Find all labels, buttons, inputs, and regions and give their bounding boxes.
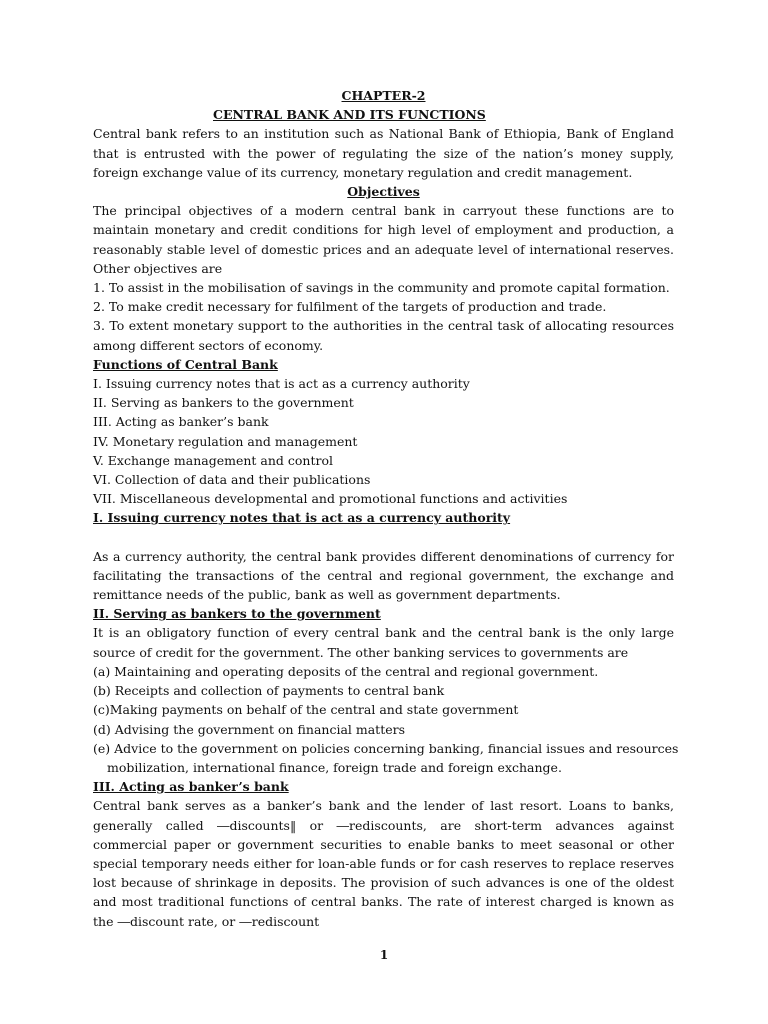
- chapter-title: CENTRAL BANK AND ITS FUNCTIONS: [213, 107, 486, 123]
- government-service-item-continuation: mobilization, international finance, foreign trade and foreign exchange.: [107, 759, 562, 775]
- function-item: I. Issuing currency notes that is act as a currency authority: [93, 376, 470, 392]
- section-1-heading: I. Issuing currency notes that is act as a currency authority: [93, 510, 511, 526]
- functions-heading-line: [93, 355, 674, 374]
- function-item: VI. Collection of data and their publications: [93, 472, 371, 488]
- functions-heading: Functions of Central Bank: [93, 356, 278, 372]
- function-item: VII. Miscellaneous developmental and promotional functions and activities: [93, 491, 568, 507]
- objectives-heading-line: [93, 182, 674, 201]
- section-1-heading-line: [93, 508, 674, 527]
- section-2-heading: II. Serving as bankers to the government: [93, 606, 381, 622]
- objective-item: 1. To assist in the mobilisation of savings in the community and promote capital formation.: [93, 280, 670, 296]
- government-service-item: (e) Advice to the government on policies concerning banking, financial issues and resources: [93, 740, 679, 756]
- objectives-intro-paragraph: The principal objectives of a modern central bank in carryout these functions are to maintain monetary and credit conditions for high level of employment and production, a reasonably stable level of domestic prices and an adequate level of international reserves. Other objectives are: [93, 203, 674, 276]
- section-2-paragraph: It is an obligatory function of every central bank and the central bank is the only large source of credit for the government. The other banking services to governments are: [93, 625, 674, 660]
- blank-line: [93, 528, 674, 547]
- section-3-heading-line: [93, 777, 674, 796]
- government-service-item: (b) Receipts and collection of payments to central bank: [93, 683, 445, 699]
- chapter-text: CHAPTER-2: [341, 88, 426, 103]
- function-item: IV. Monetary regulation and management: [93, 433, 358, 449]
- government-service-item: (c)Making payments on behalf of the central and state government: [93, 702, 519, 718]
- objectives-heading: Objectives: [347, 184, 420, 200]
- function-item: III. Acting as banker’s bank: [93, 414, 269, 430]
- section-1-paragraph: As a currency authority, the central bank provides different denominations of currency for facilitating the transactions of the central and regional government, the exchange and remittance needs of the public, bank as well as government departments.: [93, 548, 674, 603]
- objective-item: 3. To extent monetary support to the authorities in the central task of allocating resources among different sectors of economy.: [93, 318, 674, 353]
- intro-paragraph: Central bank refers to an institution such as National Bank of Ethiopia, Bank of England that is entrusted with the power of regulating the size of the nation’s money supply, foreign exchange value of its currency, monetary regulation and credit management.: [93, 126, 674, 180]
- page-content: [93, 86, 679, 931]
- chapter-title-line: [93, 105, 674, 124]
- objective-item: 2. To make credit necessary for fulfilment of the targets of production and trade.: [93, 299, 607, 315]
- government-service-item: (d) Advising the government on financial matters: [93, 721, 406, 737]
- chapter-label: [93, 86, 674, 105]
- section-3-paragraph: Central bank serves as a banker’s bank and the lender of last resort. Loans to banks, generally called ―discounts‖ or ―rediscounts, are short-term advances against commercial paper or government securities to enable banks to meet seasonal or other special temporary needs either for loan-able funds or for cash reserves to replace reserves lost because of shrinkage in deposits. The provision of such advances is one of the oldest and most traditional functions of central banks. The rate of interest charged is known as the ―discount rate, or ―rediscount: [93, 798, 674, 929]
- function-item: II. Serving as bankers to the government: [93, 395, 354, 411]
- government-service-item: (a) Maintaining and operating deposits of the central and regional government.: [93, 663, 599, 679]
- page-number: 1: [379, 948, 389, 962]
- section-2-heading-line: [93, 604, 674, 623]
- function-item: V. Exchange management and control: [93, 452, 333, 468]
- section-3-heading: III. Acting as banker’s bank: [93, 779, 289, 795]
